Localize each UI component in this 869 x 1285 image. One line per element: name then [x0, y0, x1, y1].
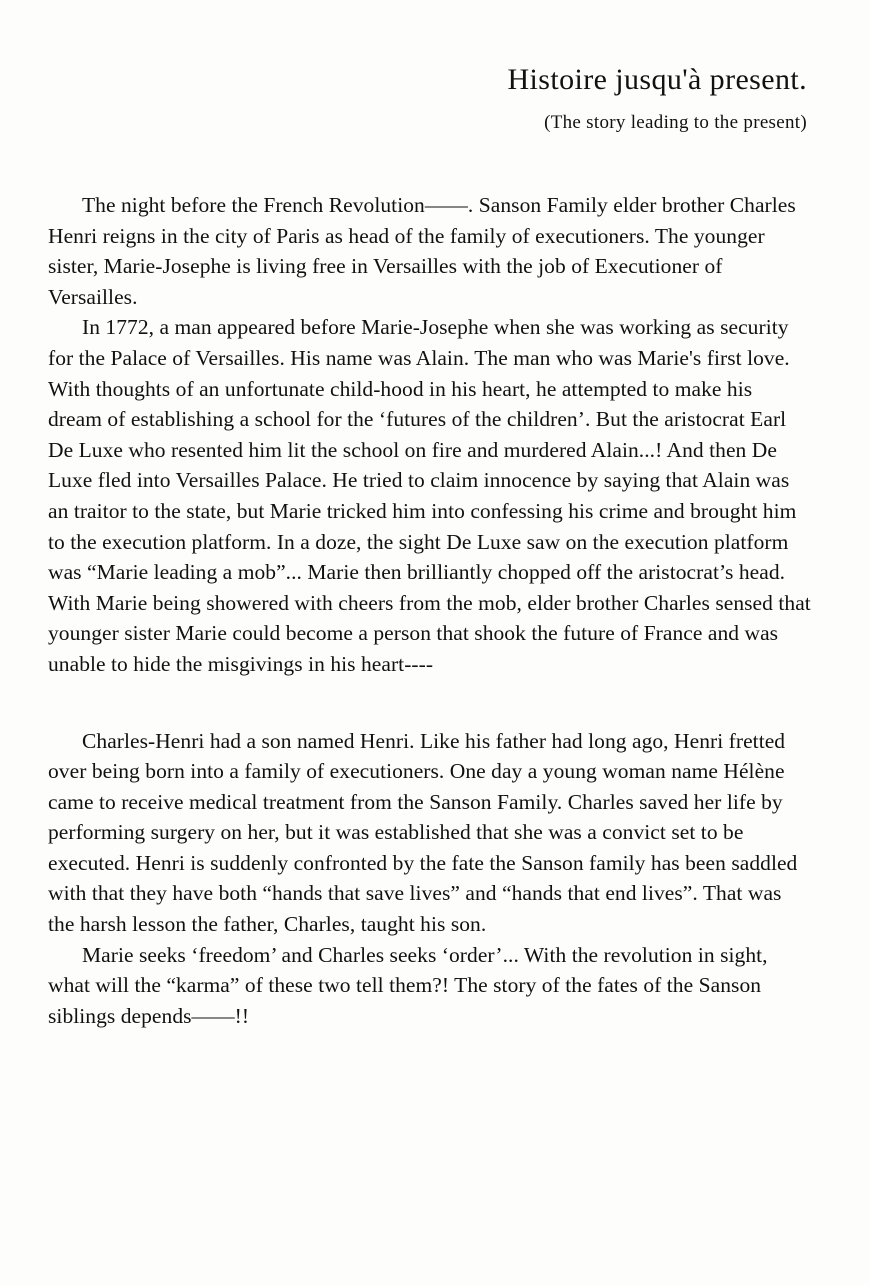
page-subtitle: (The story leading to the present) [544, 112, 807, 133]
paragraph-2: In 1772, a man appeared before Marie-Josephe when she was working as security for the Palace of Versailles. His name was Alain. The man who was Marie's first love. With thoughts of an unfortunate child-hood in his heart, he attempted to make his dream of establishing a school for the ‘futures of the children’. But the aristocrat Earl De Luxe who resented him lit the school on fire and murdered Alain...! And then De Luxe fled into Versailles Palace. He tried to claim innocence by saying that Alain was an traitor to the state, but Marie tricked him into confessing his crime and brought him to the execution platform. In a doze, the sight De Luxe saw on the execution platform was “Marie leading a mob”... Marie then brilliantly chopped off the aristocrat’s head. With Marie being showered with cheers from the mob, elder brother Charles sensed that younger sister Marie could become a person that shook the future of France and was unable to hide the misgivings in his heart---- [48, 315, 811, 676]
paragraph-1: The night before the French Revolution——. Sanson Family elder brother Charles Henri reigns in the city of Paris as head of the family of executioners. The younger sister, Marie-Josephe is living free in Versailles with the job of Executioner of Versailles. [48, 193, 796, 309]
paragraph-3: Charles-Henri had a son named Henri. Like his father had long ago, Henri fretted over being born into a family of executioners. One day a young woman name Hélène came to receive medical treatment from the Sanson Family. Charles saved her life by performing surgery on her, but it was established that she was a convict set to be executed. Henri is suddenly confronted by the fate the Sanson family has been saddled with that they have both “hands that save lives” and “hands that end lives”. That was the harsh lesson the father, Charles, taught his son. [48, 728, 798, 937]
title-block [0, 0, 869, 134]
page-title: Histoire jusqu'à present. [507, 63, 807, 96]
paragraph-spacer [48, 680, 811, 726]
paragraph-4: Marie seeks ‘freedom’ and Charles seeks ‘order’... With the revolution in sight, what will the “karma” of these two tell them?! The story of the fates of the Sanson siblings depends——!! [48, 942, 768, 1028]
body-text [0, 190, 869, 1031]
